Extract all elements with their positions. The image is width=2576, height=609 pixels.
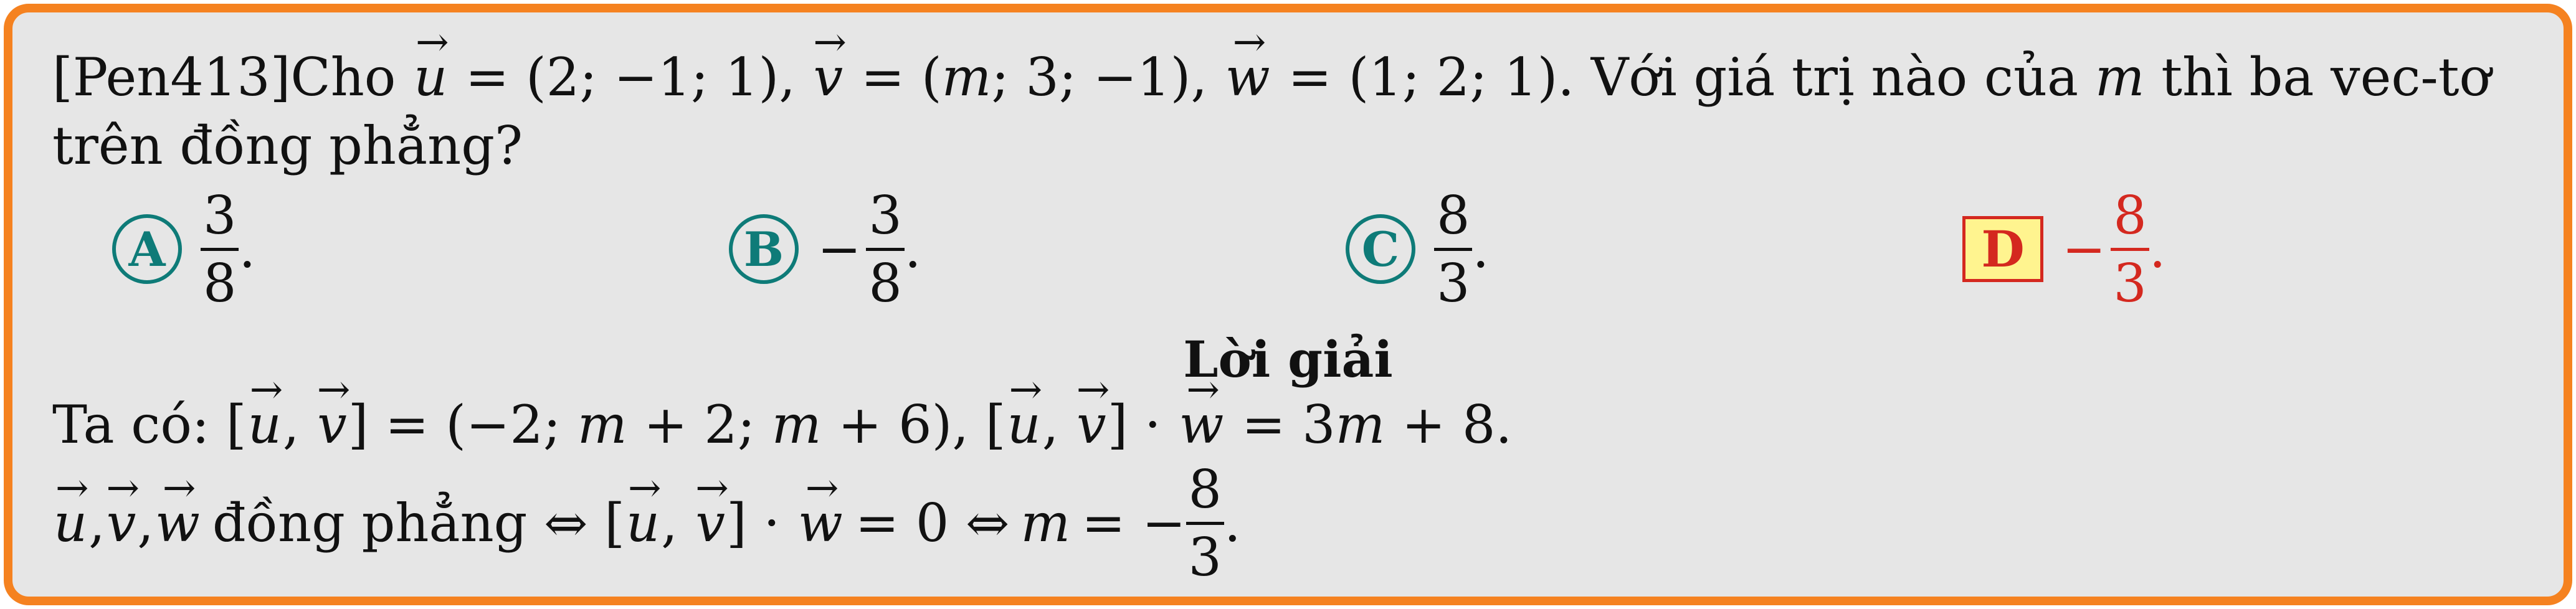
option-b-label: B bbox=[729, 214, 799, 284]
option-d-correct[interactable]: D − $\frac{8}{3}$ . bbox=[1962, 181, 2166, 318]
question-card bbox=[4, 4, 2572, 605]
question-line-1: [Pen413]Cho → u = (2; −1; 1), → v = (m; 3; −1), → w = (1; 2; 1). Với giá trị nào của m thì ba vec-tơ bbox=[52, 51, 2491, 103]
option-d-fraction: $\frac{8}{3}$ bbox=[2111, 189, 2149, 309]
question-line-2: trên đồng phẳng? bbox=[52, 115, 523, 176]
option-a-label: A bbox=[112, 214, 182, 284]
question-tail: thì ba vec-tơ bbox=[2161, 47, 2491, 108]
option-d-label: D bbox=[1962, 216, 2043, 282]
option-c-label: C bbox=[1346, 214, 1415, 284]
option-a-fraction: $\frac{3}{8}$ bbox=[201, 189, 239, 309]
solution-fraction: $\frac{8}{3}$ bbox=[1186, 463, 1224, 583]
solution-line-2: → u , → v , → w đồng phẳng ⇔ [ → u , → v ] · → w = 0 ⇔ m = − $\frac{8}{3}$ . bbox=[52, 461, 1241, 585]
w-value: = (1; 2; 1). Với giá trị nào của bbox=[1288, 47, 2079, 108]
solution-title: Lời giải bbox=[1183, 330, 1393, 389]
question-prefix: [Pen413]Cho bbox=[52, 47, 396, 108]
option-c-fraction: $\frac{8}{3}$ bbox=[1434, 189, 1472, 309]
vector-v: → v bbox=[812, 51, 844, 103]
vector-w: → w bbox=[1224, 51, 1271, 103]
option-b[interactable]: B − $\frac{3}{8}$ . bbox=[729, 181, 921, 318]
option-a[interactable]: A $\frac{3}{8}$ . bbox=[112, 181, 255, 318]
option-b-fraction: $\frac{3}{8}$ bbox=[866, 189, 904, 309]
option-c[interactable]: C $\frac{8}{3}$ . bbox=[1346, 181, 1489, 318]
vector-u: → u bbox=[412, 51, 449, 103]
solution-line-1: Ta có: [→ u, → v] = (−2; m + 2; m + 6), [→ u, → v] · → w = 3m + 8. bbox=[52, 399, 1512, 451]
variable-m: m bbox=[941, 47, 992, 108]
u-value: = (2; −1; 1), bbox=[465, 47, 796, 108]
